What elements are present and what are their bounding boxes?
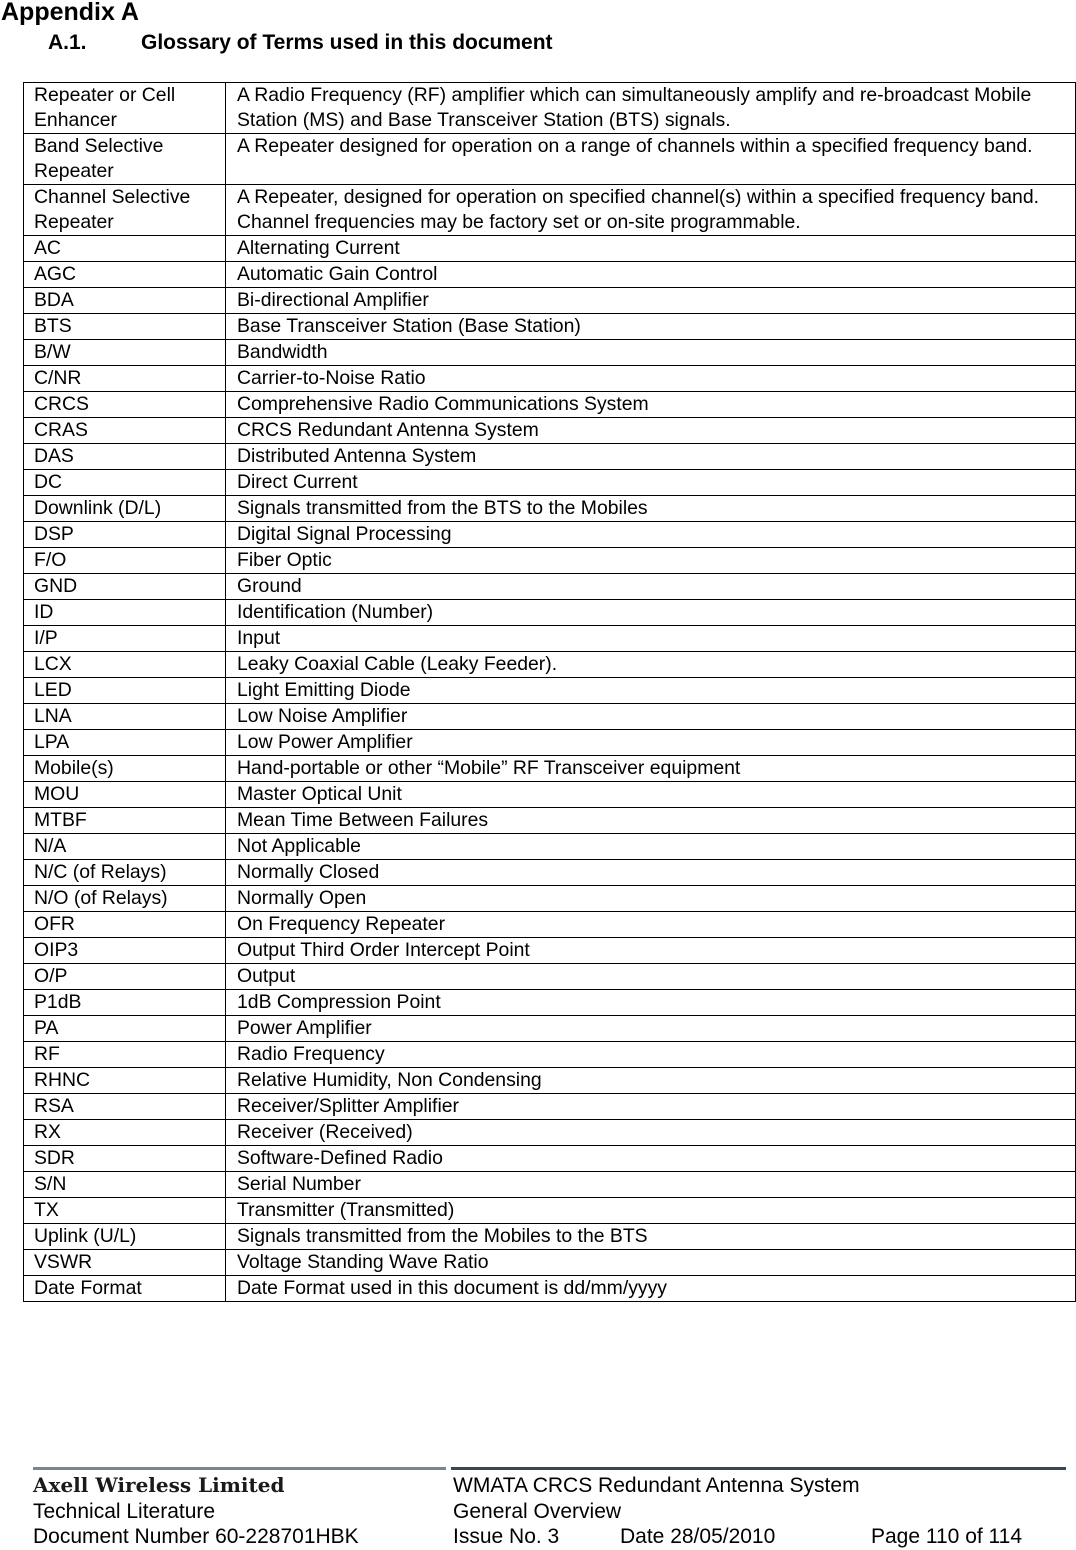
glossary-term: RX [24,1120,226,1146]
glossary-term: AGC [24,262,226,288]
glossary-term: I/P [24,626,226,652]
glossary-term: BTS [24,314,226,340]
footer-literature: Technical Literature [33,1500,216,1523]
table-row [24,600,1076,626]
glossary-definition: Master Optical Unit [226,782,1076,808]
table-row [24,522,1076,548]
footer-rule-right [451,1467,1066,1470]
table-row [24,1276,1076,1302]
table-row [24,548,1076,574]
glossary-term: ID [24,600,226,626]
glossary-definition [226,134,1076,185]
table-row [24,83,1076,134]
glossary-term: O/P [24,964,226,990]
glossary-definition: Low Noise Amplifier [226,704,1076,730]
footer-document-title: WMATA CRCS Redundant Antenna System [453,1474,860,1497]
glossary-term: TX [24,1198,226,1224]
footer-issue: Issue No. 3 [453,1525,560,1548]
section-title-text: Glossary of Terms used in this document [141,31,553,54]
glossary-definition: Comprehensive Radio Communications System [226,392,1076,418]
glossary-term [24,134,226,185]
glossary-term: Uplink (U/L) [24,1224,226,1250]
glossary-definition [226,185,1076,236]
footer-page-number: Page 110 of 114 [871,1525,1023,1548]
table-row [24,964,1076,990]
glossary-definition: Identification (Number) [226,600,1076,626]
glossary-term: GND [24,574,226,600]
section-number: A.1. [48,31,87,54]
glossary-term: CRAS [24,418,226,444]
glossary-definition: Light Emitting Diode [226,678,1076,704]
glossary-term: DSP [24,522,226,548]
glossary-definition: On Frequency Repeater [226,912,1076,938]
glossary-term: N/O (of Relays) [24,886,226,912]
glossary-term: DC [24,470,226,496]
table-row [24,496,1076,522]
table-row [24,1224,1076,1250]
glossary-definition: Hand-portable or other “Mobile” RF Transceiver equipment [226,756,1076,782]
glossary-term: RHNC [24,1068,226,1094]
glossary-definition: Automatic Gain Control [226,262,1076,288]
table-row [24,938,1076,964]
glossary-table [23,82,1076,1302]
appendix-title: Appendix A [1,0,139,26]
glossary-term [24,185,226,236]
footer-overview: General Overview [453,1500,622,1523]
table-row [24,185,1076,236]
glossary-term-text: Band Selective Repeater [34,135,164,182]
glossary-term: RSA [24,1094,226,1120]
table-row [24,288,1076,314]
table-row [24,860,1076,886]
glossary-definition: Signals transmitted from the Mobiles to the BTS [226,1224,1076,1250]
table-row [24,730,1076,756]
table-row [24,366,1076,392]
table-row [24,990,1076,1016]
glossary-term: MOU [24,782,226,808]
glossary-term: S/N [24,1172,226,1198]
footer-document-number: Document Number 60-228701HBK [33,1525,359,1548]
glossary-term: CRCS [24,392,226,418]
table-row [24,1172,1076,1198]
glossary-definition-text: A Repeater, designed for operation on specified channel(s) within a specified frequency band. Channel frequencies may be factory set or on-site programmable. [237,186,1039,233]
table-row [24,444,1076,470]
table-row [24,808,1076,834]
glossary-term: OIP3 [24,938,226,964]
table-row [24,886,1076,912]
footer-company: Axell Wireless Limited [33,1473,285,1497]
glossary-definition-text: A Radio Frequency (RF) amplifier which can simultaneously amplify and re-broadcast Mobile Station (MS) and Base Transceiver Station (BTS) signals. [237,84,1032,131]
glossary-definition: CRCS Redundant Antenna System [226,418,1076,444]
glossary-term-text: Repeater or Cell Enhancer [34,84,176,131]
glossary-definition: Distributed Antenna System [226,444,1076,470]
glossary-term: C/NR [24,366,226,392]
footer-rule-left [33,1467,446,1470]
table-row [24,834,1076,860]
glossary-definition: Output [226,964,1076,990]
glossary-term: VSWR [24,1250,226,1276]
table-row [24,1250,1076,1276]
glossary-definition: Transmitter (Transmitted) [226,1198,1076,1224]
table-row [24,678,1076,704]
glossary-definition: Power Amplifier [226,1016,1076,1042]
glossary-term: B/W [24,340,226,366]
glossary-definition: Signals transmitted from the BTS to the Mobiles [226,496,1076,522]
glossary-term: BDA [24,288,226,314]
table-row [24,912,1076,938]
glossary-definition: Date Format used in this document is dd/mm/yyyy [226,1276,1076,1302]
glossary-definition: 1dB Compression Point [226,990,1076,1016]
table-row [24,134,1076,185]
section-title [48,30,553,56]
table-row [24,340,1076,366]
glossary-term: LPA [24,730,226,756]
page-footer [33,1467,1066,1550]
glossary-term: LCX [24,652,226,678]
table-row [24,236,1076,262]
glossary-definition: Normally Open [226,886,1076,912]
glossary-term: MTBF [24,808,226,834]
glossary-definition: Software-Defined Radio [226,1146,1076,1172]
table-row [24,314,1076,340]
glossary-definition: Digital Signal Processing [226,522,1076,548]
table-row [24,1068,1076,1094]
table-row [24,782,1076,808]
glossary-definition-text: A Repeater designed for operation on a range of channels within a specified frequency band. [237,135,1033,157]
table-row [24,1016,1076,1042]
glossary-term: RF [24,1042,226,1068]
glossary-term-text: Channel Selective Repeater [34,186,191,233]
table-row [24,1042,1076,1068]
table-row [24,756,1076,782]
glossary-definition: Receiver/Splitter Amplifier [226,1094,1076,1120]
glossary-term: Date Format [24,1276,226,1302]
glossary-term: AC [24,236,226,262]
glossary-definition: Low Power Amplifier [226,730,1076,756]
table-row [24,704,1076,730]
table-row [24,574,1076,600]
glossary-term: OFR [24,912,226,938]
glossary-term: Mobile(s) [24,756,226,782]
table-row [24,262,1076,288]
table-row [24,418,1076,444]
glossary-term: F/O [24,548,226,574]
table-row [24,392,1076,418]
glossary-definition: Carrier-to-Noise Ratio [226,366,1076,392]
table-row [24,1120,1076,1146]
glossary-term: PA [24,1016,226,1042]
table-row [24,470,1076,496]
glossary-definition: Relative Humidity, Non Condensing [226,1068,1076,1094]
footer-date: Date 28/05/2010 [620,1525,776,1548]
glossary-definition: Leaky Coaxial Cable (Leaky Feeder). [226,652,1076,678]
glossary-definition: Voltage Standing Wave Ratio [226,1250,1076,1276]
glossary-term: LNA [24,704,226,730]
glossary-term: N/C (of Relays) [24,860,226,886]
glossary-term: N/A [24,834,226,860]
glossary-definition: Input [226,626,1076,652]
glossary-term: LED [24,678,226,704]
glossary-term: Downlink (D/L) [24,496,226,522]
table-row [24,1146,1076,1172]
glossary-term [24,83,226,134]
glossary-term: DAS [24,444,226,470]
glossary-definition: Direct Current [226,470,1076,496]
table-row [24,652,1076,678]
glossary-definition: Output Third Order Intercept Point [226,938,1076,964]
table-row [24,1094,1076,1120]
glossary-definition: Base Transceiver Station (Base Station) [226,314,1076,340]
glossary-definition: Serial Number [226,1172,1076,1198]
glossary-definition: Normally Closed [226,860,1076,886]
glossary-definition: Bandwidth [226,340,1076,366]
glossary-definition: Receiver (Received) [226,1120,1076,1146]
glossary-definition: Alternating Current [226,236,1076,262]
glossary-term: P1dB [24,990,226,1016]
glossary-definition [226,83,1076,134]
glossary-definition: Ground [226,574,1076,600]
glossary-definition: Bi-directional Amplifier [226,288,1076,314]
glossary-term: SDR [24,1146,226,1172]
table-row [24,1198,1076,1224]
glossary-definition: Not Applicable [226,834,1076,860]
glossary-definition: Fiber Optic [226,548,1076,574]
table-row [24,626,1076,652]
glossary-definition: Mean Time Between Failures [226,808,1076,834]
glossary-definition: Radio Frequency [226,1042,1076,1068]
